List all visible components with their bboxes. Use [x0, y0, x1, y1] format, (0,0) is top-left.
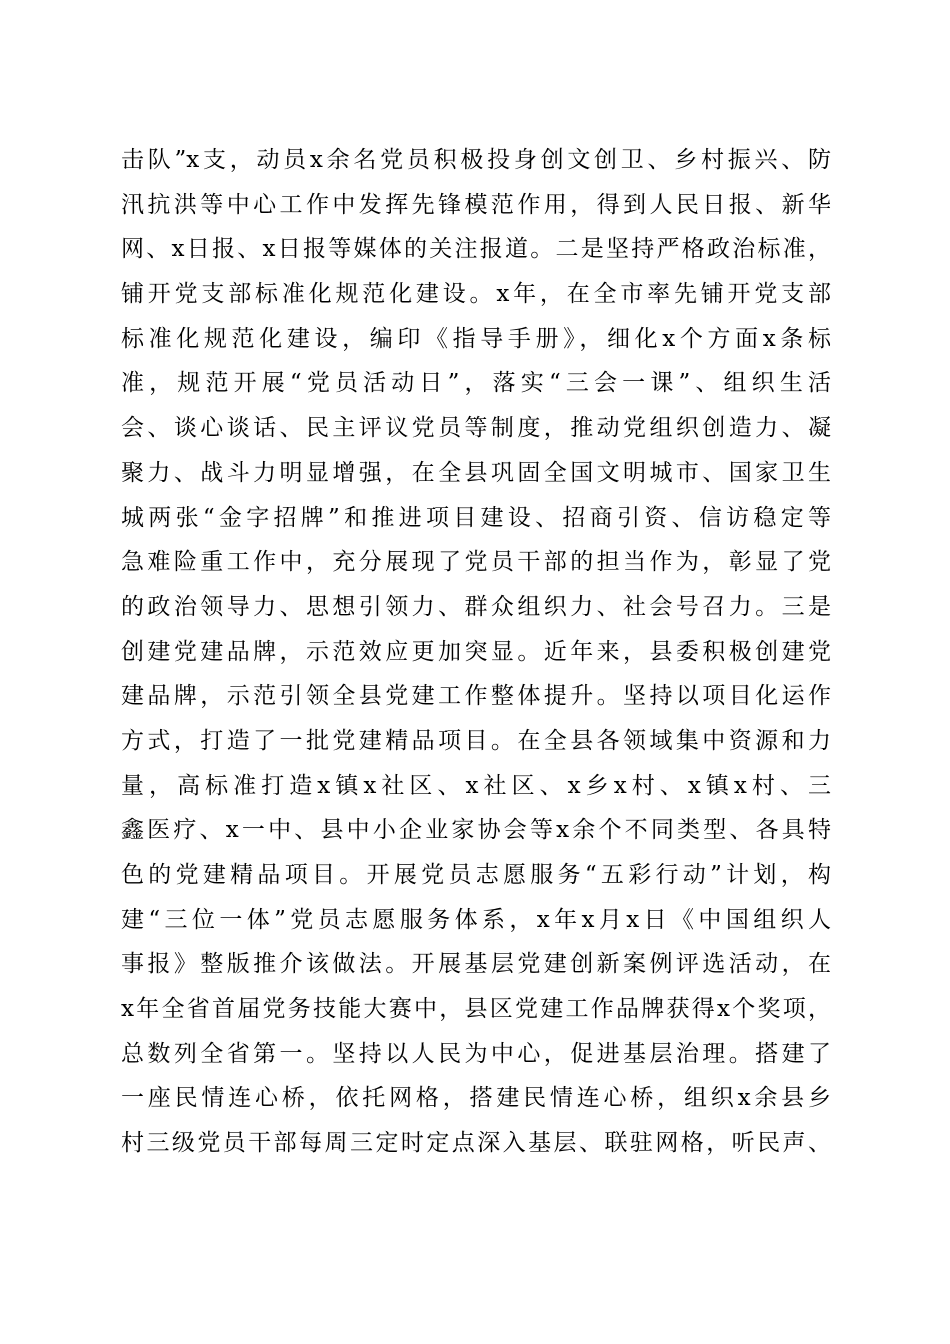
text-line: 量，高标准打造x镇x社区、x社区、x乡x村、x镇x村、三 — [121, 772, 831, 799]
text-line: 一座民情连心桥，依托网格，搭建民情连心桥，组织x余县乡 — [121, 1085, 831, 1112]
text-line: 标准化规范化建设，编印《指导手册》，细化x个方面x条标 — [121, 325, 831, 352]
text-line: 方式，打造了一批党建精品项目。在全县各领域集中资源和力 — [121, 727, 831, 754]
text-line: 击队”x支，动员x余名党员积极投身创文创卫、乡村振兴、防 — [121, 147, 831, 173]
text-line: 准，规范开展“党员活动日”，落实“三会一课”、组织生活 — [121, 370, 831, 397]
text-line: 聚力、战斗力明显增强，在全县巩固全国文明城市、国家卫生 — [121, 459, 831, 486]
text-line: 网、x日报、x日报等媒体的关注报道。二是坚持严格政治标准， — [121, 236, 831, 263]
text-line: 汛抗洪等中心工作中发挥先锋模范作用，得到人民日报、新华 — [121, 191, 831, 218]
text-line: 村三级党员干部每周三定时定点深入基层、联驻网格，听民声、 — [121, 1130, 831, 1157]
body-text — [121, 138, 831, 1166]
text-line: 城两张“金字招牌”和推进项目建设、招商引资、信访稳定等 — [121, 504, 831, 531]
text-line: 铺开党支部标准化规范化建设。x年，在全市率先铺开党支部 — [121, 281, 831, 308]
text-line: 事报》整版推介该做法。开展基层党建创新案例评选活动，在 — [121, 951, 831, 978]
text-line: 创建党建品牌，示范效应更加突显。近年来，县委积极创建党 — [121, 638, 831, 665]
text-line: 总数列全省第一。坚持以人民为中心，促进基层治理。搭建了 — [121, 1040, 831, 1067]
text-line: 急难险重工作中，充分展现了党员干部的担当作为，彰显了党 — [121, 549, 831, 576]
text-line: 的政治领导力、思想引领力、群众组织力、社会号召力。三是 — [121, 593, 831, 620]
text-line: 会、谈心谈话、民主评议党员等制度，推动党组织创造力、凝 — [121, 415, 831, 442]
text-line: 建品牌，示范引领全县党建工作整体提升。坚持以项目化运作 — [121, 683, 831, 710]
text-line: 色的党建精品项目。开展党员志愿服务“五彩行动”计划，构 — [121, 862, 831, 888]
text-line: 鑫医疗、x一中、县中小企业家协会等x余个不同类型、各具特 — [121, 817, 831, 844]
text-line: x年全省首届党务技能大赛中，县区党建工作品牌获得x个奖项， — [121, 996, 831, 1023]
text-line: 建“三位一体”党员志愿服务体系，x年x月x日《中国组织人 — [121, 906, 831, 933]
